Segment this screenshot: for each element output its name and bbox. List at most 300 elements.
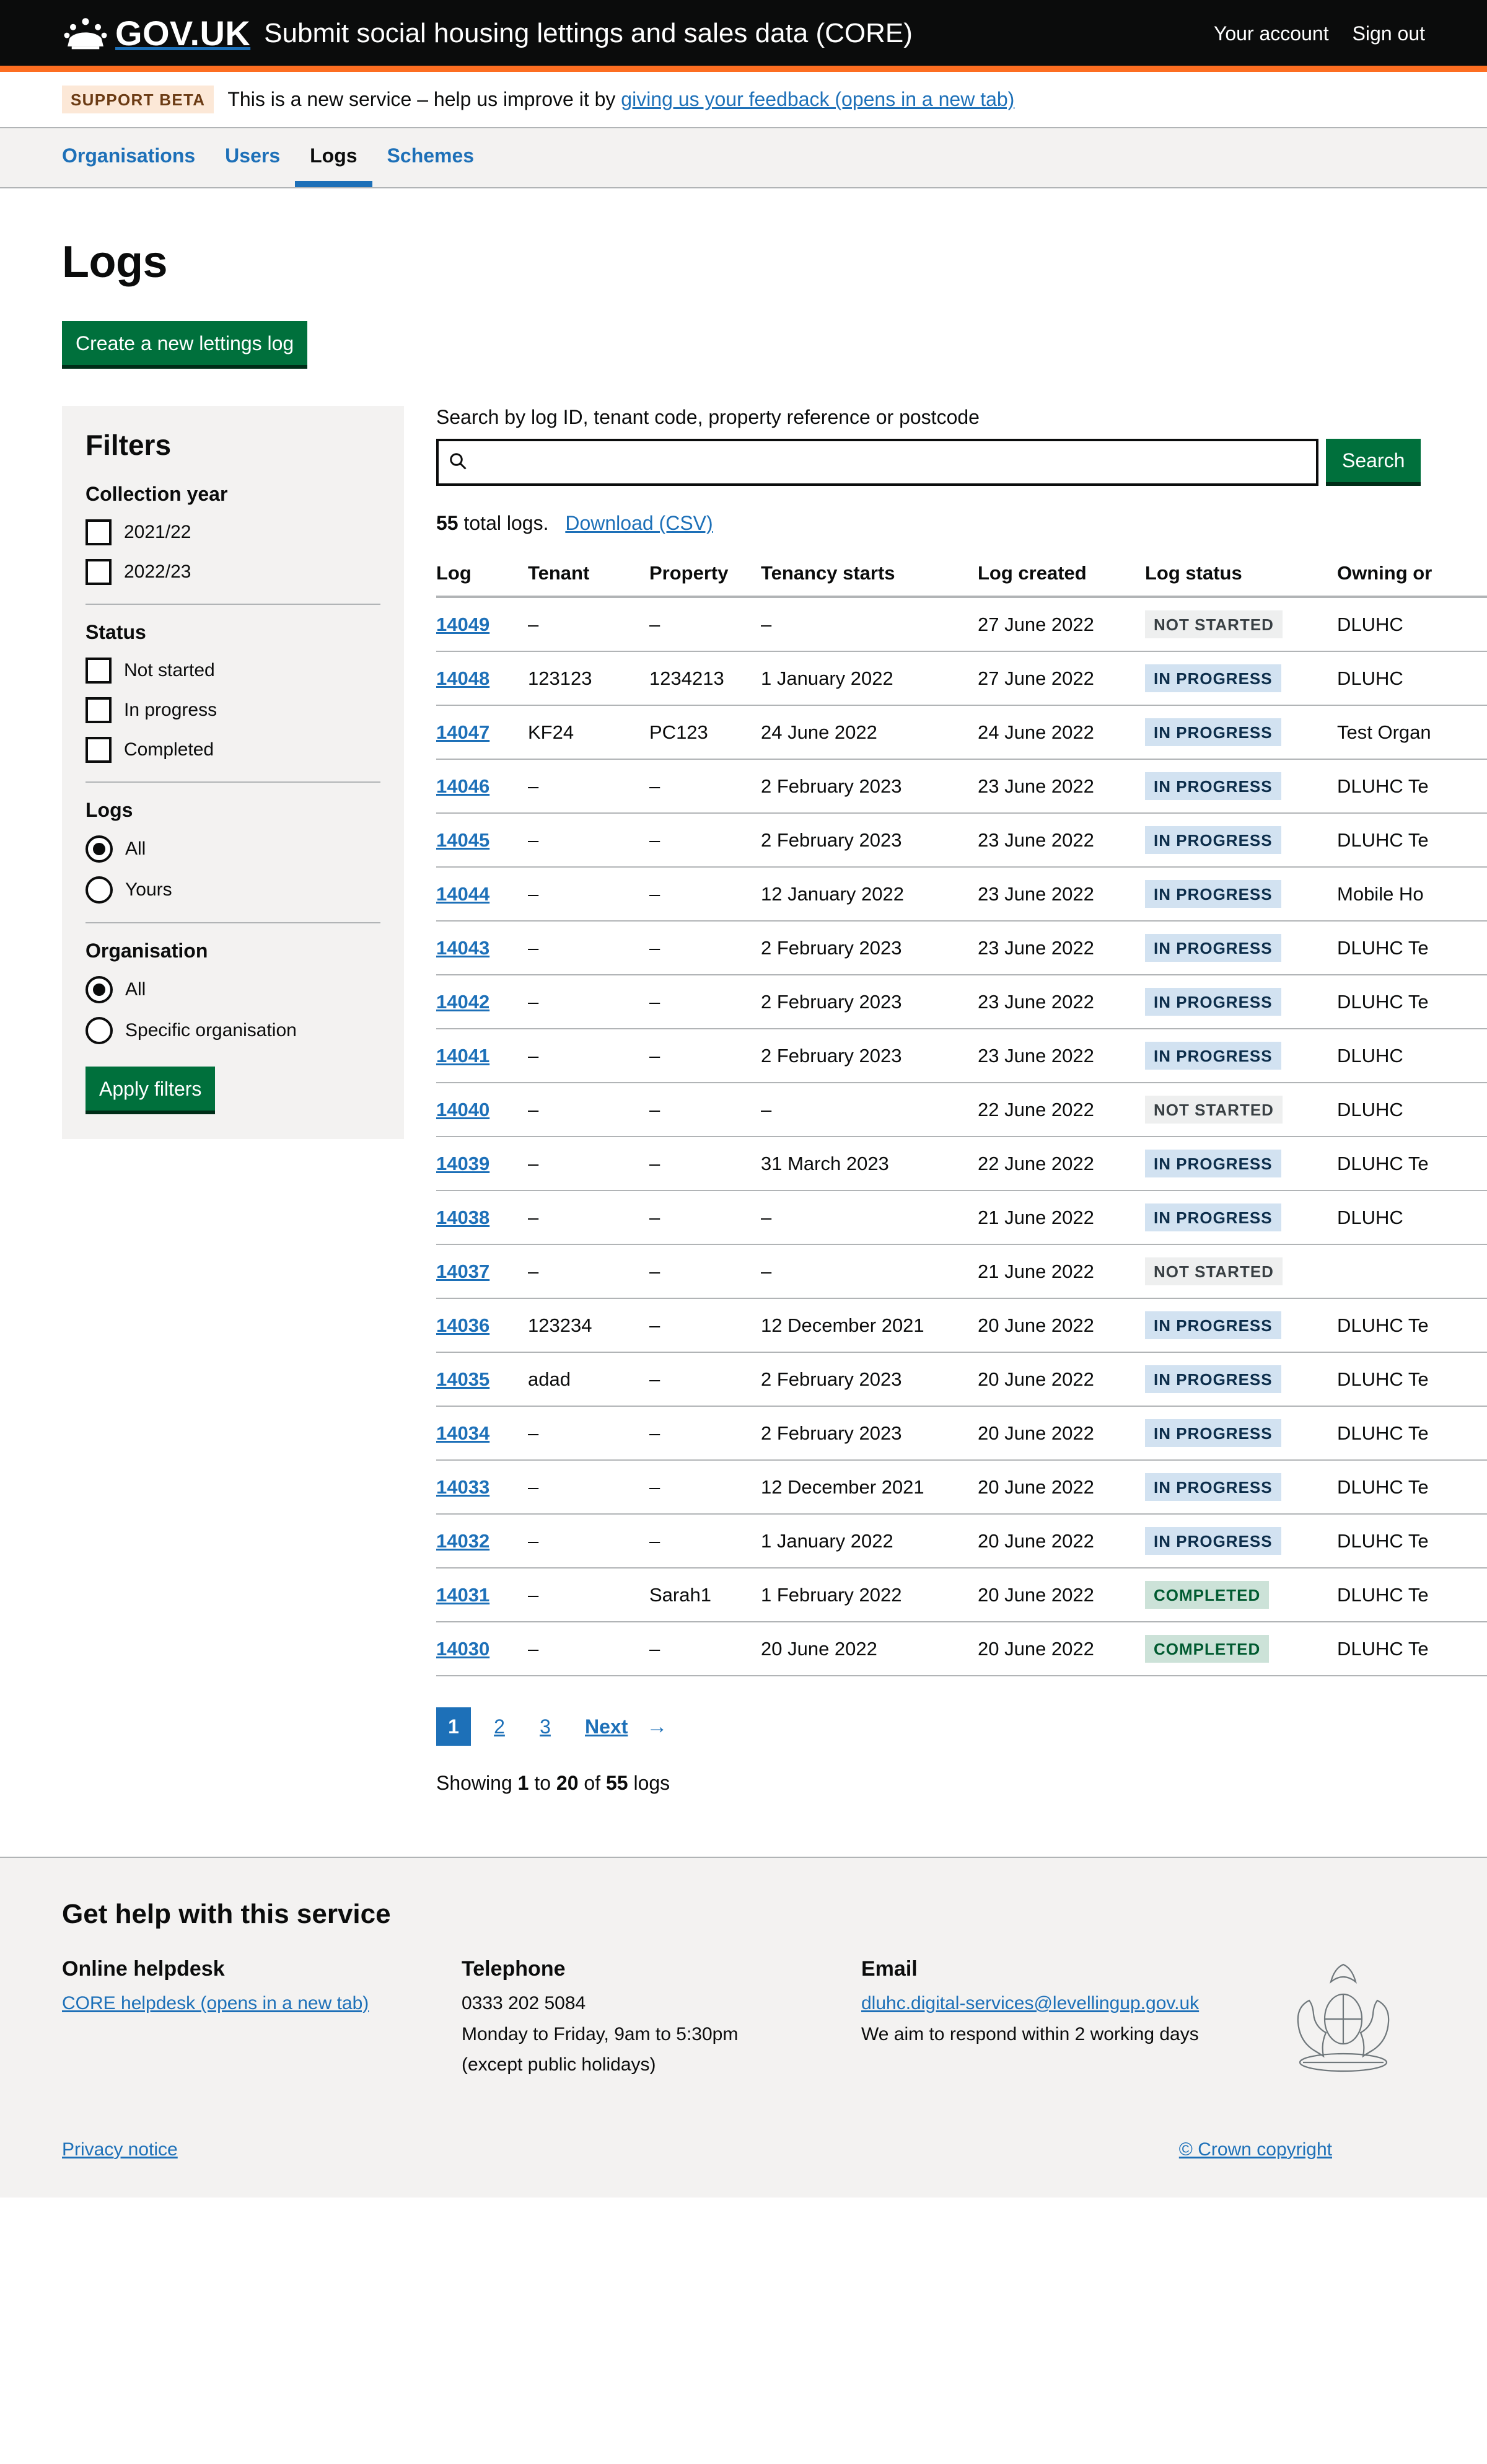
radio-organisation-all[interactable] <box>86 976 380 1003</box>
log-id-link[interactable]: 14034 <box>436 1422 490 1444</box>
cell-property: – <box>649 1352 761 1406</box>
cell-owning-organisation: DLUHC Te <box>1337 1568 1487 1622</box>
search-label: Search by log ID, tenant code, property reference or postcode <box>436 406 980 428</box>
cell-tenant: KF24 <box>528 705 649 759</box>
radio-label: All <box>125 979 146 1000</box>
cell-tenant: – <box>528 1137 649 1190</box>
table-body <box>436 597 1487 1676</box>
table-header-row <box>436 553 1487 597</box>
cell-tenancy-starts: 2 February 2023 <box>761 975 978 1029</box>
cell-tenant: – <box>528 975 649 1029</box>
radio-button-icon[interactable] <box>86 976 113 1003</box>
cell-tenancy-starts: – <box>761 1244 978 1298</box>
footer-online-helpdesk-title: Online helpdesk <box>62 1957 225 1981</box>
column-header-owning-organisation: Owning or <box>1337 553 1487 597</box>
filters-panel <box>62 406 404 1139</box>
cell-log-created: 20 June 2022 <box>978 1514 1145 1568</box>
log-id-link[interactable]: 14032 <box>436 1529 490 1552</box>
checkbox-box-icon[interactable] <box>86 559 112 585</box>
filter-group-title-organisation: Organisation <box>86 939 208 962</box>
cell-log-status <box>1145 1083 1337 1137</box>
cell-property: – <box>649 1514 761 1568</box>
radio-button-icon[interactable] <box>86 1017 113 1044</box>
cell-tenant: – <box>528 1190 649 1244</box>
showing-mid: to <box>529 1772 556 1794</box>
site-footer <box>0 1857 1487 2198</box>
radio-logs-all[interactable] <box>86 835 380 863</box>
log-id-link[interactable]: 14033 <box>436 1476 490 1498</box>
pagination <box>436 1707 1425 1746</box>
table-row <box>436 1568 1487 1622</box>
logs-main <box>404 406 1432 1795</box>
page-content <box>0 188 1487 1844</box>
cell-log-created: 23 June 2022 <box>978 975 1145 1029</box>
cell-owning-organisation <box>1337 1244 1487 1298</box>
cell-log-id <box>436 1029 528 1083</box>
cell-tenancy-starts: 2 February 2023 <box>761 813 978 867</box>
phase-tag: SUPPORT BETA <box>62 86 214 113</box>
cell-owning-organisation: DLUHC Te <box>1337 759 1487 813</box>
primary-navigation <box>0 128 1487 188</box>
log-id-link[interactable]: 14041 <box>436 1044 490 1067</box>
your-account-link[interactable]: Your account <box>1213 22 1329 45</box>
cell-owning-organisation: DLUHC Te <box>1337 1406 1487 1460</box>
cell-property: – <box>649 813 761 867</box>
footer-column-telephone <box>462 1957 861 2082</box>
cell-log-status <box>1145 921 1337 975</box>
checkbox-box-icon[interactable] <box>86 658 112 684</box>
crown-copyright-link[interactable]: © Crown copyright <box>1178 2139 1332 2160</box>
site-header <box>0 0 1487 72</box>
cell-property: – <box>649 975 761 1029</box>
cell-property: – <box>649 1029 761 1083</box>
pagination-page-2[interactable]: 2 <box>494 1715 505 1738</box>
cell-log-created: 20 June 2022 <box>978 1298 1145 1352</box>
radio-label: Specific organisation <box>125 1020 297 1041</box>
cell-log-created: 24 June 2022 <box>978 705 1145 759</box>
filter-divider <box>86 922 380 923</box>
cell-log-status <box>1145 1244 1337 1298</box>
crown-icon <box>62 17 109 50</box>
showing-suffix: logs <box>628 1772 670 1794</box>
cell-log-created: 20 June 2022 <box>978 1352 1145 1406</box>
cell-tenancy-starts: – <box>761 597 978 651</box>
table-row <box>436 651 1487 705</box>
cell-log-created: 20 June 2022 <box>978 1622 1145 1676</box>
column-header-tenant: Tenant <box>528 553 649 597</box>
cell-log-id <box>436 1352 528 1406</box>
pagination-page-3[interactable]: 3 <box>540 1715 551 1738</box>
radio-label: Yours <box>125 879 172 900</box>
checkbox-label: 2021/22 <box>124 522 191 542</box>
nav-item-organisations[interactable]: Organisations <box>62 144 196 167</box>
status-badge: IN PROGRESS <box>1145 1419 1281 1447</box>
pagination-next-link[interactable]: Next <box>585 1715 628 1738</box>
filter-divider <box>86 781 380 783</box>
cell-log-status <box>1145 1190 1337 1244</box>
checkbox-label: 2022/23 <box>124 561 191 582</box>
cell-log-id <box>436 1568 528 1622</box>
column-header-property: Property <box>649 553 761 597</box>
cell-log-created: 20 June 2022 <box>978 1460 1145 1514</box>
table-row <box>436 1460 1487 1514</box>
cell-owning-organisation: DLUHC Te <box>1337 813 1487 867</box>
logs-total-suffix: total logs. <box>458 512 549 534</box>
nav-item-logs[interactable]: Logs <box>295 128 372 187</box>
showing-to: 20 <box>556 1772 579 1794</box>
cell-property: – <box>649 1622 761 1676</box>
cell-property: – <box>649 1460 761 1514</box>
checkbox-label: Completed <box>124 739 214 760</box>
log-id-link[interactable]: 14031 <box>436 1583 490 1606</box>
checkbox-collection-year-2021-22[interactable] <box>86 519 380 545</box>
table-row <box>436 1190 1487 1244</box>
column-header-log: Log <box>436 553 528 597</box>
filters-heading: Filters <box>86 429 172 461</box>
cell-owning-organisation: DLUHC Te <box>1337 1514 1487 1568</box>
filter-group-organisation <box>86 939 380 1044</box>
table-row <box>436 705 1487 759</box>
feedback-link[interactable]: giving us your feedback (opens in a new tab) <box>621 88 1015 110</box>
showing-of: of <box>578 1772 606 1794</box>
cell-tenant: – <box>528 921 649 975</box>
cell-log-id <box>436 1460 528 1514</box>
checkbox-status-completed[interactable] <box>86 737 380 763</box>
table-row <box>436 813 1487 867</box>
cell-tenancy-starts: 2 February 2023 <box>761 1029 978 1083</box>
status-badge: NOT STARTED <box>1145 610 1283 638</box>
showing-prefix: Showing <box>436 1772 518 1794</box>
cell-log-created: 20 June 2022 <box>978 1406 1145 1460</box>
cell-log-id <box>436 651 528 705</box>
cell-property: 1234213 <box>649 651 761 705</box>
filter-divider <box>86 604 380 605</box>
footer-telephone-title: Telephone <box>462 1957 566 1981</box>
header-account-links <box>1214 22 1425 45</box>
cell-owning-organisation: DLUHC Te <box>1337 1622 1487 1676</box>
radio-organisation-specific[interactable] <box>86 1017 380 1044</box>
footer-heading: Get help with this service <box>62 1899 391 1929</box>
checkbox-box-icon[interactable] <box>86 519 112 545</box>
cell-property: – <box>649 597 761 651</box>
cell-tenancy-starts: 2 February 2023 <box>761 1406 978 1460</box>
download-csv-link[interactable]: Download (CSV) <box>565 512 713 534</box>
cell-owning-organisation: DLUHC Te <box>1337 1137 1487 1190</box>
cell-log-id <box>436 867 528 921</box>
filter-group-title-collection-year: Collection year <box>86 483 228 505</box>
cell-log-id <box>436 759 528 813</box>
footer-email-note: We aim to respond within 2 working days <box>861 2023 1199 2044</box>
cell-tenancy-starts: 20 June 2022 <box>761 1622 978 1676</box>
cell-log-created: 27 June 2022 <box>978 651 1145 705</box>
cell-log-status <box>1145 867 1337 921</box>
cell-log-id <box>436 921 528 975</box>
table-row <box>436 867 1487 921</box>
cell-tenancy-starts: 1 January 2022 <box>761 651 978 705</box>
showing-from: 1 <box>517 1772 529 1794</box>
cell-log-id <box>436 1298 528 1352</box>
status-badge: NOT STARTED <box>1145 1096 1283 1124</box>
cell-log-status <box>1145 813 1337 867</box>
footer-telephone-hours: Monday to Friday, 9am to 5:30pm <box>462 2023 739 2044</box>
column-header-log-status: Log status <box>1145 553 1337 597</box>
cell-property: PC123 <box>649 705 761 759</box>
cell-owning-organisation: DLUHC Te <box>1337 1460 1487 1514</box>
cell-property: – <box>649 1137 761 1190</box>
cell-tenancy-starts: 2 February 2023 <box>761 759 978 813</box>
status-badge: IN PROGRESS <box>1145 1042 1281 1070</box>
radio-logs-yours[interactable] <box>86 876 380 904</box>
cell-log-created: 23 June 2022 <box>978 759 1145 813</box>
logs-total-count: 55 <box>436 512 458 534</box>
status-badge: IN PROGRESS <box>1145 880 1281 908</box>
log-id-link[interactable]: 14037 <box>436 1260 490 1282</box>
cell-tenancy-starts: – <box>761 1083 978 1137</box>
log-id-link[interactable]: 14030 <box>436 1637 490 1660</box>
status-badge: IN PROGRESS <box>1145 934 1281 962</box>
cell-log-id <box>436 813 528 867</box>
filter-group-status <box>86 621 380 763</box>
arrow-right-icon: → <box>646 1714 668 1738</box>
cell-log-created: 27 June 2022 <box>978 597 1145 651</box>
cell-log-created: 21 June 2022 <box>978 1190 1145 1244</box>
column-header-tenancy-starts: Tenancy starts <box>761 553 978 597</box>
cell-log-id <box>436 705 528 759</box>
logs-table <box>436 553 1487 1676</box>
cell-tenancy-starts: 24 June 2022 <box>761 705 978 759</box>
search-icon <box>449 452 467 473</box>
status-badge: IN PROGRESS <box>1145 1311 1281 1339</box>
cell-tenancy-starts: 1 January 2022 <box>761 1514 978 1568</box>
table-row <box>436 759 1487 813</box>
log-id-link[interactable]: 14038 <box>436 1206 490 1228</box>
cell-owning-organisation: DLUHC <box>1337 651 1487 705</box>
cell-log-created: 23 June 2022 <box>978 1029 1145 1083</box>
phase-banner-text-lead: This is a new service – help us improve it by <box>227 88 616 110</box>
column-header-log-created: Log created <box>978 553 1145 597</box>
cell-log-status <box>1145 1568 1337 1622</box>
log-id-link[interactable]: 14039 <box>436 1152 490 1174</box>
cell-log-id <box>436 1244 528 1298</box>
cell-log-id <box>436 1622 528 1676</box>
table-row <box>436 1029 1487 1083</box>
status-badge: NOT STARTED <box>1145 1257 1283 1285</box>
page-title: Logs <box>62 237 167 287</box>
table-row <box>436 1298 1487 1352</box>
footer-email-title: Email <box>861 1957 918 1981</box>
checkbox-status-not-started[interactable] <box>86 658 380 684</box>
cell-log-status <box>1145 1514 1337 1568</box>
cell-log-created: 23 June 2022 <box>978 867 1145 921</box>
cell-log-id <box>436 597 528 651</box>
cell-tenant: – <box>528 1029 649 1083</box>
nav-item-users[interactable]: Users <box>225 144 281 167</box>
cell-property: – <box>649 1298 761 1352</box>
sign-out-link[interactable]: Sign out <box>1352 22 1425 45</box>
cell-tenant: – <box>528 1460 649 1514</box>
cell-log-status <box>1145 1352 1337 1406</box>
footer-crest-wrapper <box>1261 1957 1425 2082</box>
cell-log-id <box>436 1137 528 1190</box>
status-badge: IN PROGRESS <box>1145 1527 1281 1555</box>
cell-owning-organisation: DLUHC <box>1337 1083 1487 1137</box>
cell-tenant: – <box>528 597 649 651</box>
cell-owning-organisation: DLUHC <box>1337 597 1487 651</box>
footer-telephone-note: (except public holidays) <box>462 2054 656 2075</box>
pagination-showing-text <box>436 1772 1425 1795</box>
cell-property: – <box>649 1406 761 1460</box>
service-name: Submit social housing lettings and sales data (CORE) <box>264 17 913 48</box>
log-id-link[interactable]: 14046 <box>436 775 490 797</box>
cell-owning-organisation: DLUHC Te <box>1337 1352 1487 1406</box>
cell-owning-organisation: DLUHC Te <box>1337 1298 1487 1352</box>
radio-label: All <box>125 838 146 859</box>
cell-tenancy-starts: – <box>761 1190 978 1244</box>
phase-banner <box>0 72 1487 128</box>
table-row <box>436 1514 1487 1568</box>
showing-total: 55 <box>605 1772 628 1794</box>
search-field-wrapper[interactable] <box>436 439 1318 486</box>
log-id-link[interactable]: 14040 <box>436 1098 490 1120</box>
log-id-link[interactable]: 14047 <box>436 721 490 743</box>
cell-owning-organisation: DLUHC <box>1337 1029 1487 1083</box>
status-badge: IN PROGRESS <box>1145 1203 1281 1231</box>
status-badge: IN PROGRESS <box>1145 1365 1281 1393</box>
status-badge: IN PROGRESS <box>1145 772 1281 800</box>
cell-log-created: 22 June 2022 <box>978 1083 1145 1137</box>
cell-log-status <box>1145 651 1337 705</box>
cell-log-status <box>1145 1298 1337 1352</box>
cell-log-status <box>1145 705 1337 759</box>
privacy-notice-link[interactable]: Privacy notice <box>62 2139 178 2160</box>
cell-log-id <box>436 1406 528 1460</box>
cell-log-status <box>1145 1137 1337 1190</box>
cell-log-created: 23 June 2022 <box>978 813 1145 867</box>
nav-item-schemes[interactable]: Schemes <box>387 144 475 167</box>
log-id-link[interactable]: 14036 <box>436 1314 490 1336</box>
cell-owning-organisation: DLUHC Te <box>1337 975 1487 1029</box>
cell-property: – <box>649 921 761 975</box>
phase-banner-text <box>227 88 1014 111</box>
log-id-link[interactable]: 14043 <box>436 936 490 959</box>
cell-log-created: 23 June 2022 <box>978 921 1145 975</box>
table-row <box>436 597 1487 651</box>
filter-group-title-status: Status <box>86 621 146 643</box>
cell-property: – <box>649 759 761 813</box>
checkbox-collection-year-2022-23[interactable] <box>86 559 380 585</box>
pagination-page-1[interactable]: 1 <box>436 1707 471 1746</box>
cell-tenant: – <box>528 1622 649 1676</box>
checkbox-box-icon[interactable] <box>86 737 112 763</box>
cell-log-status <box>1145 975 1337 1029</box>
cell-owning-organisation: Mobile Ho <box>1337 867 1487 921</box>
status-badge: IN PROGRESS <box>1145 988 1281 1016</box>
footer-column-email <box>861 1957 1261 2082</box>
cell-tenant: – <box>528 1568 649 1622</box>
cell-log-id <box>436 1190 528 1244</box>
radio-button-icon[interactable] <box>86 876 113 904</box>
logs-summary <box>436 512 1425 535</box>
status-badge: IN PROGRESS <box>1145 1150 1281 1177</box>
table-row <box>436 1083 1487 1137</box>
cell-log-id <box>436 1083 528 1137</box>
cell-owning-organisation: DLUHC <box>1337 1190 1487 1244</box>
cell-owning-organisation: DLUHC Te <box>1337 921 1487 975</box>
cell-tenant: – <box>528 1244 649 1298</box>
cell-tenant: 123123 <box>528 651 649 705</box>
cell-log-status <box>1145 1460 1337 1514</box>
cell-log-id <box>436 975 528 1029</box>
table-row <box>436 1406 1487 1460</box>
cell-log-status <box>1145 759 1337 813</box>
status-badge: IN PROGRESS <box>1145 826 1281 854</box>
log-id-link[interactable]: 14048 <box>436 667 490 689</box>
cell-log-created: 22 June 2022 <box>978 1137 1145 1190</box>
royal-coat-of-arms-icon <box>1272 1957 1415 2075</box>
cell-log-status <box>1145 1406 1337 1460</box>
cell-property: Sarah1 <box>649 1568 761 1622</box>
log-id-link[interactable]: 14049 <box>436 613 490 635</box>
cell-tenancy-starts: 2 February 2023 <box>761 921 978 975</box>
cell-log-created: 20 June 2022 <box>978 1568 1145 1622</box>
table-row <box>436 1137 1487 1190</box>
log-id-link[interactable]: 14045 <box>436 829 490 851</box>
checkbox-label: In progress <box>124 700 217 720</box>
cell-tenancy-starts: 1 February 2022 <box>761 1568 978 1622</box>
status-badge: IN PROGRESS <box>1145 1473 1281 1501</box>
log-id-link[interactable]: 14044 <box>436 882 490 905</box>
create-new-lettings-log-button[interactable]: Create a new lettings log <box>62 321 307 369</box>
table-row <box>436 1244 1487 1298</box>
core-helpdesk-link[interactable]: CORE helpdesk (opens in a new tab) <box>62 1993 369 2013</box>
cell-tenant: – <box>528 867 649 921</box>
cell-property: – <box>649 1244 761 1298</box>
cell-property: – <box>649 1083 761 1137</box>
cell-tenant: – <box>528 1514 649 1568</box>
cell-property: – <box>649 1190 761 1244</box>
cell-tenant: adad <box>528 1352 649 1406</box>
cell-tenant: 123234 <box>528 1298 649 1352</box>
search-button[interactable]: Search <box>1326 439 1421 486</box>
cell-tenancy-starts: 12 January 2022 <box>761 867 978 921</box>
filter-group-logs <box>86 799 380 904</box>
filter-group-collection-year <box>86 483 380 585</box>
checkbox-status-in-progress[interactable] <box>86 697 380 723</box>
apply-filters-button[interactable]: Apply filters <box>86 1067 215 1114</box>
cell-tenant: – <box>528 1083 649 1137</box>
status-badge: IN PROGRESS <box>1145 718 1281 746</box>
cell-tenant: – <box>528 813 649 867</box>
log-id-link[interactable]: 14042 <box>436 990 490 1013</box>
search-input[interactable] <box>473 451 1306 473</box>
cell-log-status <box>1145 597 1337 651</box>
cell-log-id <box>436 1514 528 1568</box>
status-badge: COMPLETED <box>1145 1581 1269 1609</box>
cell-tenancy-starts: 12 December 2021 <box>761 1298 978 1352</box>
footer-telephone-number: 0333 202 5084 <box>462 1993 586 2013</box>
log-id-link[interactable]: 14035 <box>436 1368 490 1390</box>
radio-button-icon[interactable] <box>86 835 113 863</box>
footer-email-link[interactable]: dluhc.digital-services@levellingup.gov.uk <box>861 1993 1200 2013</box>
table-row <box>436 1352 1487 1406</box>
govuk-home-link[interactable] <box>62 16 250 51</box>
checkbox-box-icon[interactable] <box>86 697 112 723</box>
cell-tenancy-starts: 12 December 2021 <box>761 1460 978 1514</box>
table-row <box>436 1622 1487 1676</box>
table-row <box>436 975 1487 1029</box>
cell-owning-organisation: Test Organ <box>1337 705 1487 759</box>
status-badge: COMPLETED <box>1145 1635 1269 1663</box>
